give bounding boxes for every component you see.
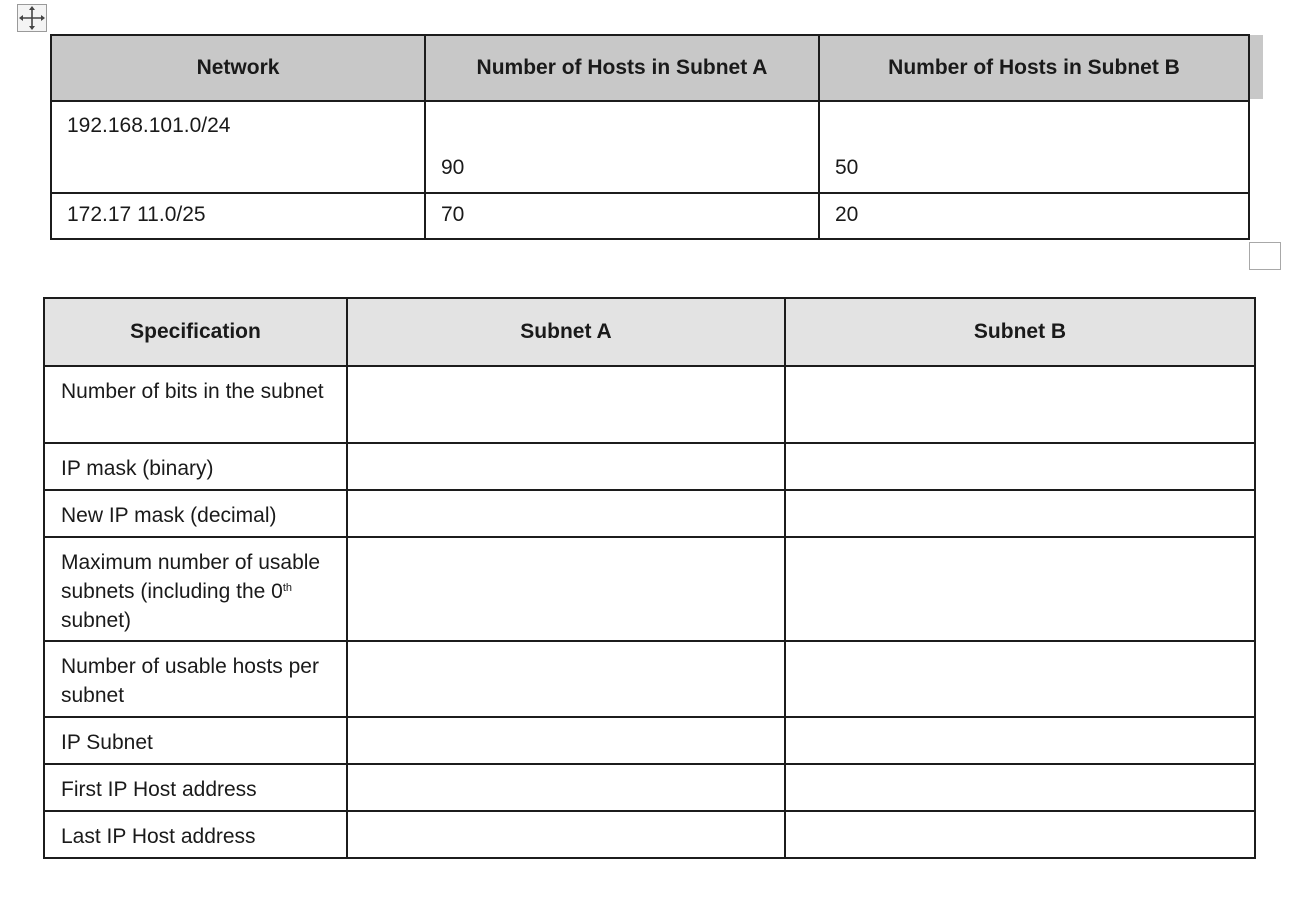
subnet-b-cell[interactable] [785, 443, 1255, 490]
spec-label: First IP Host address [44, 764, 347, 811]
spec-label: Number of usable hosts per subnet [44, 641, 347, 717]
spec-label: IP mask (binary) [44, 443, 347, 490]
header-subnet-b: Subnet B [785, 298, 1255, 366]
spec-label: Number of bits in the subnet [44, 366, 347, 443]
table-row [51, 101, 1249, 193]
specification-table [43, 297, 1256, 859]
spec-label: IP Subnet [44, 717, 347, 764]
header-specification: Specification [44, 298, 347, 366]
subnet-a-cell[interactable] [347, 717, 785, 764]
subnet-a-cell[interactable] [347, 443, 785, 490]
network-cell[interactable]: 172.17 11.0/25 [51, 193, 425, 239]
ordinal-suffix: th [282, 582, 292, 594]
subnet-b-cell[interactable] [785, 366, 1255, 443]
network-table [50, 34, 1250, 240]
subnet-b-cell[interactable] [785, 717, 1255, 764]
subnet-b-cell[interactable] [785, 490, 1255, 537]
move-arrows-icon [18, 5, 46, 31]
table-row [51, 193, 1249, 239]
header-subnet-a: Subnet A [347, 298, 785, 366]
subnet-b-cell[interactable] [785, 764, 1255, 811]
subnet-b-cell[interactable] [785, 537, 1255, 641]
subnet-b-cell[interactable] [785, 641, 1255, 717]
hosts-b-cell[interactable]: 20 [819, 193, 1249, 239]
subnet-b-cell[interactable] [785, 811, 1255, 858]
hosts-a-cell[interactable]: 90 [425, 101, 819, 193]
table-row [44, 811, 1255, 858]
network-table-header-row [51, 35, 1249, 101]
spec-label-text-end: subnet) [61, 609, 132, 632]
spec-label: New IP mask (decimal) [44, 490, 347, 537]
network-cell[interactable]: 192.168.101.0/24 [51, 101, 425, 193]
spec-label: Last IP Host address [44, 811, 347, 858]
table-row [44, 443, 1255, 490]
table-row [44, 641, 1255, 717]
table-row [44, 366, 1255, 443]
spec-table-header-row [44, 298, 1255, 366]
subnet-a-cell[interactable] [347, 366, 785, 443]
hosts-b-cell[interactable]: 50 [819, 101, 1249, 193]
table-row [44, 490, 1255, 537]
header-network: Network [51, 35, 425, 101]
subnet-a-cell[interactable] [347, 811, 785, 858]
subnet-a-cell[interactable] [347, 490, 785, 537]
table-move-handle[interactable] [17, 4, 47, 32]
header-hosts-subnet-b: Number of Hosts in Subnet B [819, 35, 1249, 101]
subnet-a-cell[interactable] [347, 641, 785, 717]
table-row [44, 537, 1255, 641]
subnet-a-cell[interactable] [347, 537, 785, 641]
hosts-a-cell[interactable]: 70 [425, 193, 819, 239]
table-resize-handle[interactable] [1249, 242, 1281, 270]
header-hosts-subnet-a: Number of Hosts in Subnet A [425, 35, 819, 101]
spec-label-text: Maximum number of usable subnets (including the 0 [61, 551, 321, 603]
spec-label [44, 537, 347, 641]
table-row [44, 764, 1255, 811]
subnet-a-cell[interactable] [347, 764, 785, 811]
table-row [44, 717, 1255, 764]
